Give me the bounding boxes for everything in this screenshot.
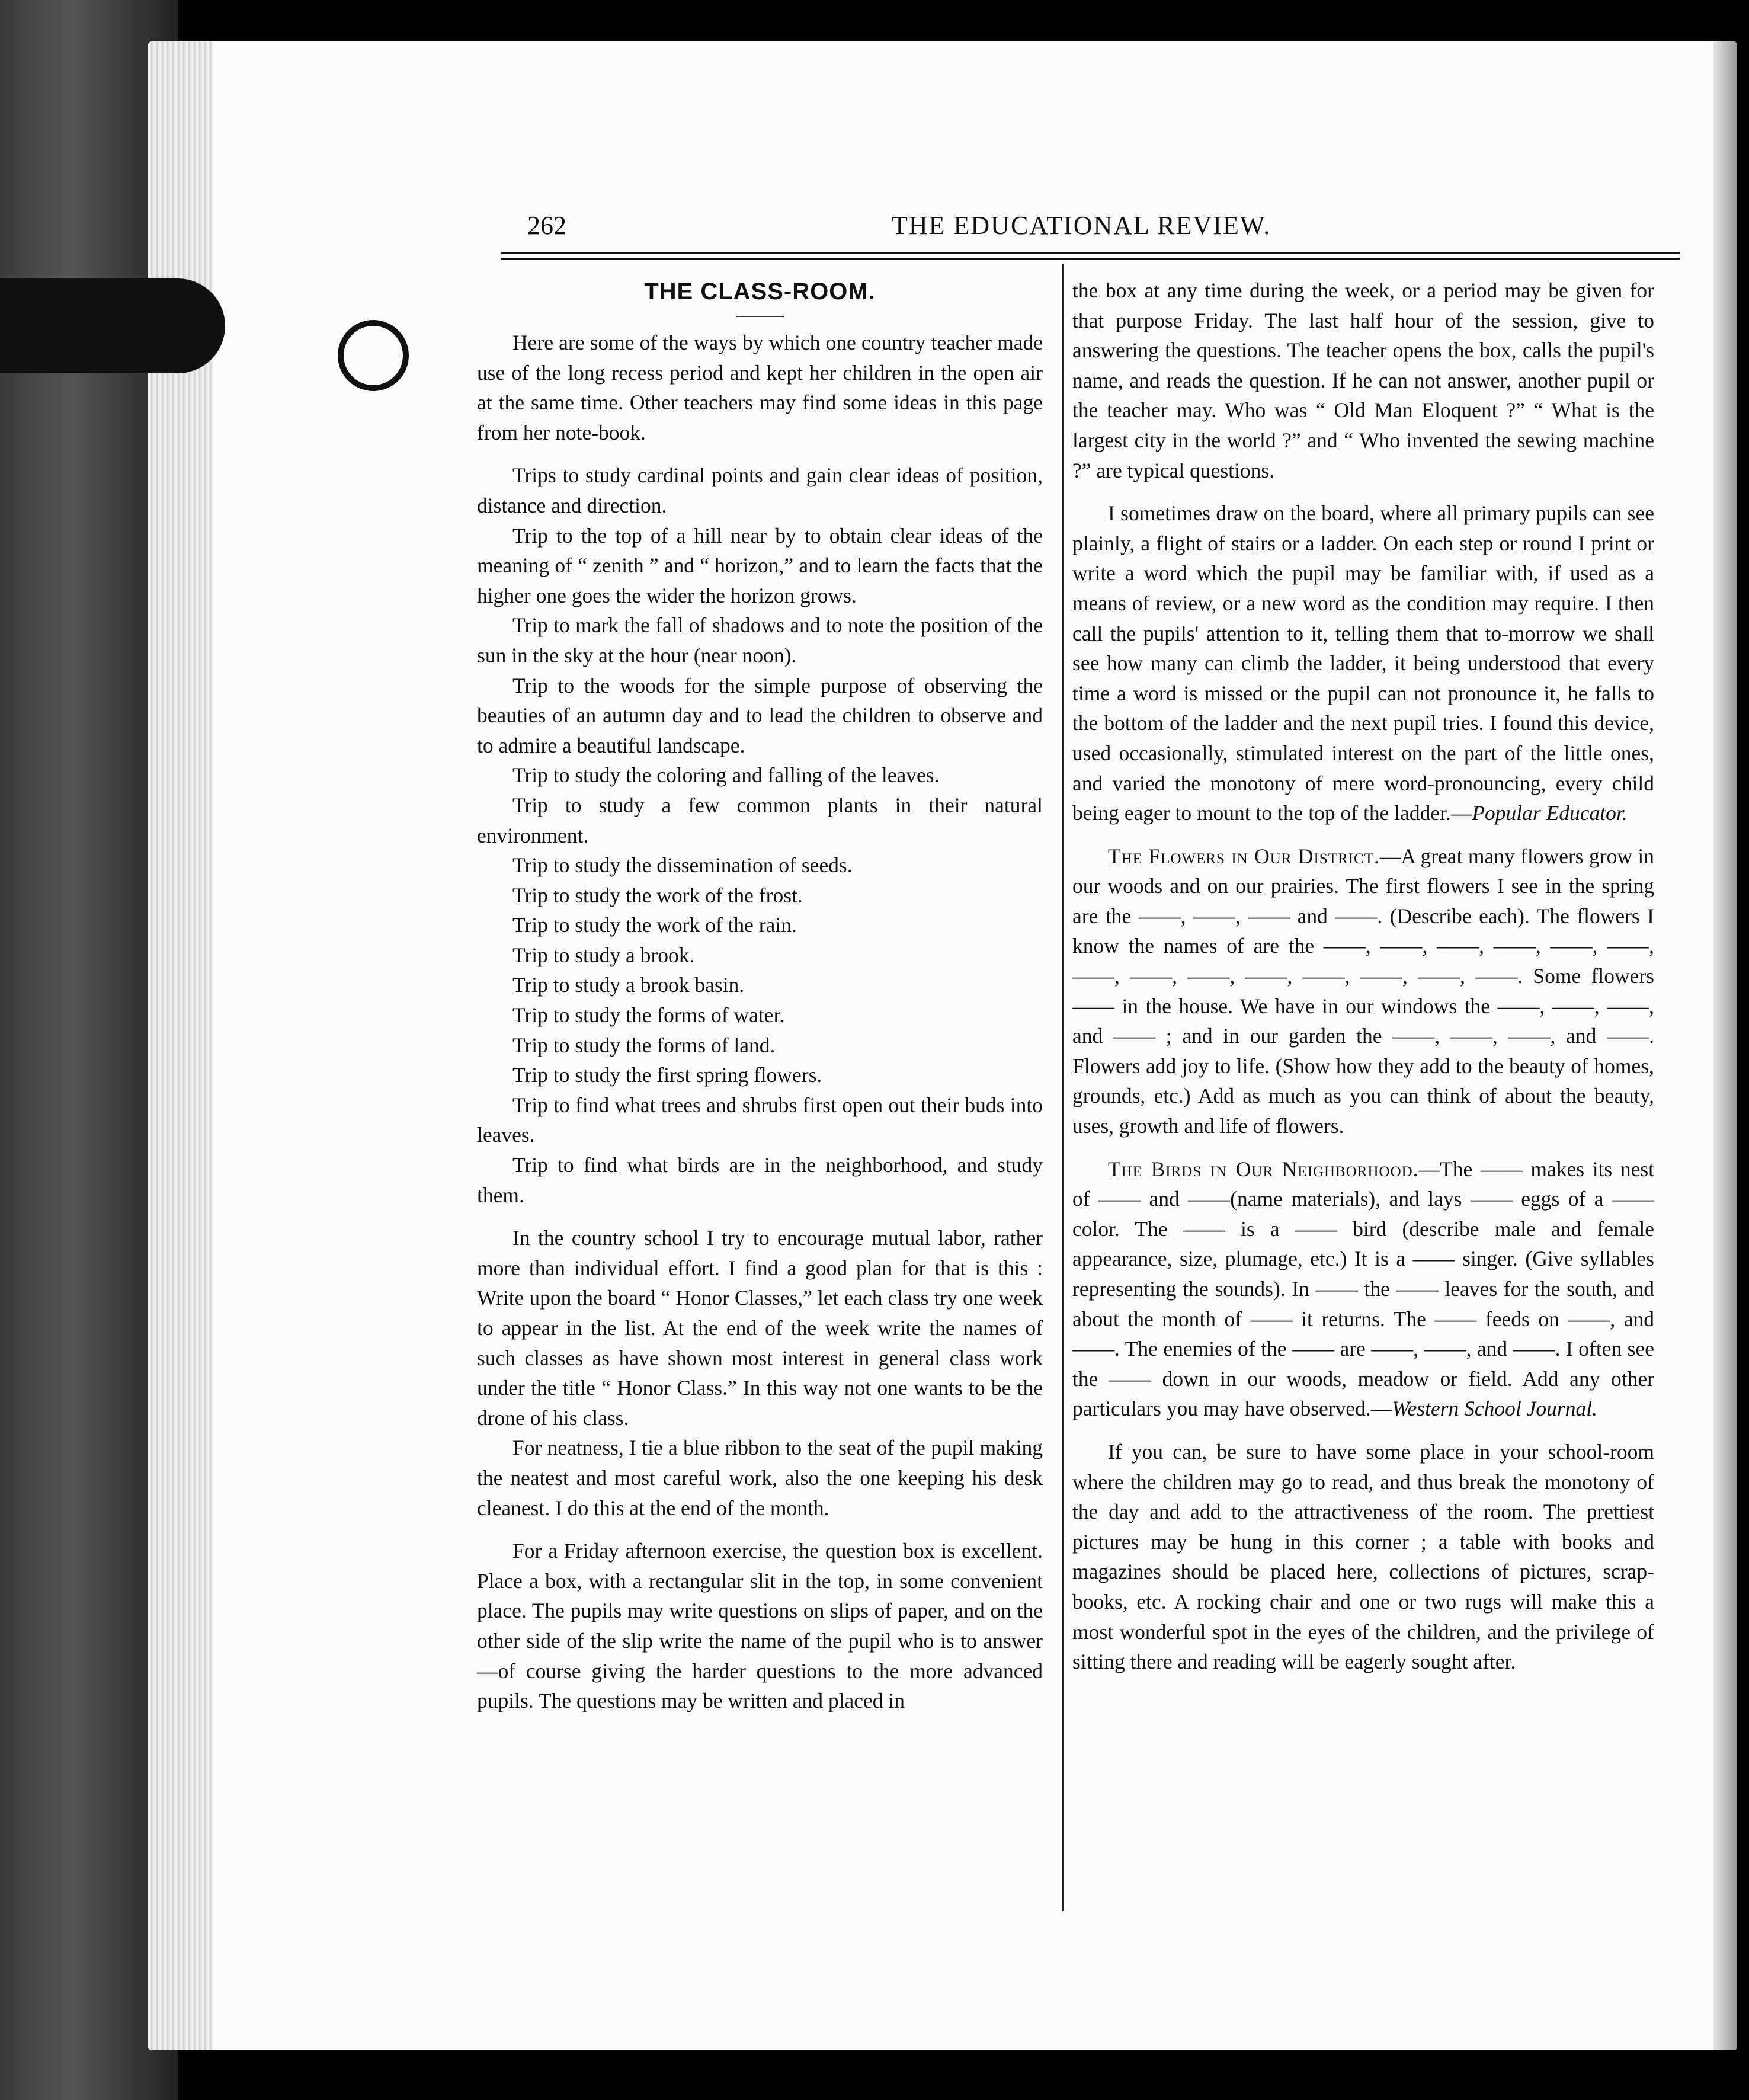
neatness-paragraph: For neatness, I tie a blue ribbon to the seat of the pupil making the neatest and most careful work, also the one keeping his desk cleanest. I do this at the end of the month. bbox=[477, 1436, 1043, 1520]
birds-source: Western School Journal. bbox=[1392, 1397, 1597, 1421]
ladder-text: I sometimes draw on the board, where all primary pupils can see plainly, a flight of stairs or a ladder. On each step or round I print or write a word which the pupil may be familiar with, if used as a means of review, or a new word as the condition may require. I then call the pupils' attention to it, telling them that to-morrow we shall see how many can climb the ladder, it being understood that every time a word is missed or the pupil can not pronounce it, he falls to the bottom of the ladder and the next pupil tries. I found this device, used occasionally, stimulated interest on the part of the little ones, and varied the monotony of mere word-pronouncing, every child being eager to mount to the top of the ladder.— bbox=[1072, 501, 1654, 825]
title-dash bbox=[736, 316, 784, 317]
running-head: THE EDUCATIONAL REVIEW. bbox=[892, 211, 1271, 240]
column-divider bbox=[1062, 264, 1064, 1911]
page-clip-ring bbox=[338, 320, 409, 391]
birds-heading: The Birds in Our Neighborhood. bbox=[1108, 1157, 1419, 1181]
birds-paragraph bbox=[1072, 1154, 1654, 1424]
flowers-text: —A great many flowers grow in our woods and on our prairies. The first flowers I see in the spring are the ——, ——, —— and ——. (Describe each). The flowers I know the names of are the ——, ——, ——, ——, ——, ——, ——, ——, ——, ——, ——, ——, ——, ——. Some flowers —— in the house. We have in our windows the ——, ——, ——, and —— ; and in our garden the ——, ——, ——, and ——. Flowers add joy to life. (Show how they add to the beauty of homes, grounds, etc.) Add as much as you can think of about the beauty, uses, growth and life of flowers. bbox=[1072, 844, 1654, 1138]
trip-item: Trip to study a few common plants in their natural environment. bbox=[477, 793, 1043, 847]
trip-item: Trip to study the forms of land. bbox=[512, 1033, 776, 1057]
trip-item: Trip to find what trees and shrubs first open out their buds into leaves. bbox=[477, 1093, 1043, 1147]
trip-item: Trip to study the dissemination of seeds. bbox=[512, 853, 853, 878]
trip-item: Trip to the woods for the simple purpose of observing the beauties of an autumn day and to lead the children to observe and to admire a beautiful landscape. bbox=[477, 673, 1043, 757]
trip-item: Trip to study a brook basin. bbox=[512, 973, 745, 997]
intro-paragraph: Here are some of the ways by which one country teacher made use of the long recess period and kept her children in the open air at the same time. Other teachers may find some ideas in this page from her note-book. bbox=[477, 331, 1043, 444]
trip-item: Trip to study the forms of water. bbox=[512, 1003, 785, 1027]
trip-item: Trip to the top of a hill near by to obtain clear ideas of the meaning of “ zenith ” and “ horizon,” and to learn the facts that the higher one goes the wider the horizon grows. bbox=[477, 523, 1043, 607]
header-rule bbox=[501, 252, 1680, 260]
reading-corner-paragraph: If you can, be sure to have some place in your school-room where the children may go to read, and thus break the monotony of the day and add to the attractiveness of the room. The prettiest pictures may be hung in this corner ; a table with books and magazines should be placed here, collections of pictures, scrap-books, etc. A rocking chair and one or two rugs will make this a most wonderful spot in the eyes of the children, and the privilege of sitting there and reading will be eagerly sought after. bbox=[1072, 1439, 1654, 1674]
ladder-source: Popular Educator. bbox=[1472, 801, 1628, 825]
question-box-paragraph: For a Friday afternoon exercise, the question box is excellent. Place a box, with a rectangular slit in the top, in some convenient place. The pupils may write questions on slips of paper, and on the other side of the slip write the name of the pupil who is to answer—of course giving the harder questions to the more advanced pupils. The questions may be written and placed in bbox=[477, 1539, 1043, 1713]
trip-item: Trip to study a brook. bbox=[512, 943, 695, 967]
trip-item: Trip to find what birds are in the neighborhood, and study them. bbox=[477, 1153, 1043, 1207]
page-number: 262 bbox=[527, 211, 566, 240]
trip-item: Trip to study the first spring flowers. bbox=[512, 1063, 822, 1087]
trip-item: Trip to mark the fall of shadows and to note the position of the sun in the sky at the hour (near noon). bbox=[477, 613, 1043, 667]
trip-item: Trip to study the work of the rain. bbox=[512, 913, 797, 937]
flowers-paragraph bbox=[1072, 841, 1654, 1141]
page-right-edge bbox=[1713, 41, 1737, 2050]
ladder-paragraph bbox=[1072, 498, 1654, 828]
trip-list bbox=[477, 460, 1043, 1210]
trip-item: Trip to study the coloring and falling of the leaves. bbox=[512, 763, 940, 787]
page-clip-shadow bbox=[0, 278, 225, 373]
honor-class-paragraph: In the country school I try to encourage mutual labor, rather more than individual effort. I find a good plan for that is this : Write upon the board “ Honor Classes,” let each class try one week to appear in the list. At the end of the week write the names of such classes as have shown most interest in general class work under the title “ Honor Class.” In this way not one wants to be the drone of his class. bbox=[477, 1226, 1043, 1430]
right-column bbox=[1072, 276, 1654, 1677]
flowers-heading: The Flowers in Our District. bbox=[1108, 844, 1380, 868]
trip-item: Trip to study the work of the frost. bbox=[512, 883, 803, 907]
trip-item: Trips to study cardinal points and gain clear ideas of position, distance and direction. bbox=[477, 463, 1043, 517]
article-title: THE CLASS-ROOM. bbox=[644, 278, 876, 305]
birds-text: —The —— makes its nest of —— and ——(name materials), and lays —— eggs of a —— color. The —— is a —— bird (describe male and female appearance, size, plumage, etc.) It is a —— singer. (Give syllables representing the sounds). In —— the —— leaves for the south, and about the month of —— it returns. The —— feeds on ——, and ——. The enemies of the —— are ——, ——, and ——. I often see the —— down in our woods, meadow or field. Add any other particulars you may have observed.— bbox=[1072, 1157, 1654, 1421]
left-column bbox=[477, 276, 1043, 1716]
question-box-continued: the box at any time during the week, or a period may be given for that purpose Friday. The last half hour of the session, give to answering the questions. The teacher opens the box, calls the pupil's name, and reads the question. If he can not answer, another pupil or the teacher may. Who was “ Old Man Eloquent ?” “ What is the largest city in the world ?” and “ Who invented the sewing machine ?” are typical questions. bbox=[1072, 278, 1654, 482]
